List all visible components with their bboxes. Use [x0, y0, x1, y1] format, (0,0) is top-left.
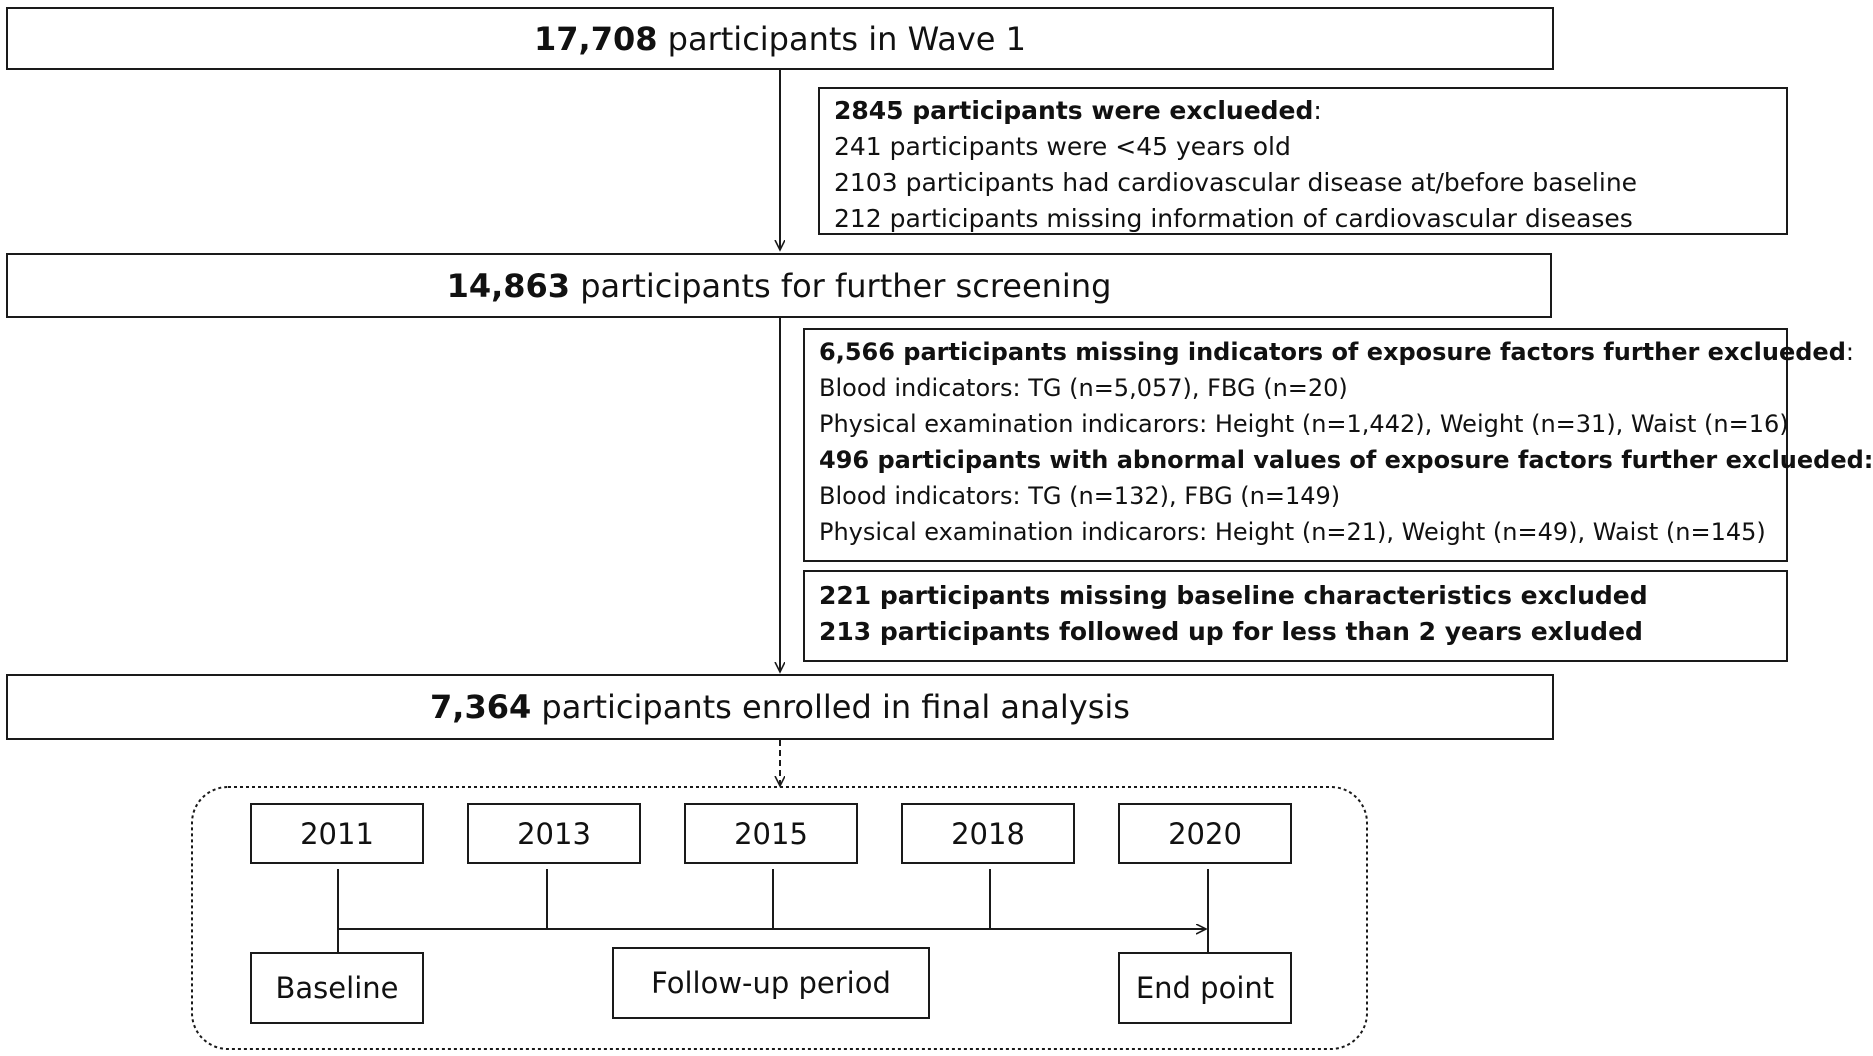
exclusion-3-line-text: 221 participants missing baseline characteristics excluded — [819, 581, 1648, 610]
year-box-2013: 2013 — [467, 803, 641, 864]
baseline-box: Baseline — [250, 952, 424, 1024]
exclusion-1-header-bold: 2845 participants were exclueded — [834, 96, 1314, 125]
exclusion-2-header-2-bold: 496 participants with abnormal values of exposure factors further exclueded: — [819, 446, 1873, 474]
exclusion-2-header-1-bold: 6,566 participants missing indicators of exposure factors further exclueded — [819, 338, 1846, 366]
exclusion-2-line: Physical examination indicarors: Height (n=1,442), Weight (n=31), Waist (n=16) — [819, 410, 1789, 438]
exclusion-3-line — [819, 578, 1772, 614]
final-count: 7,364 — [430, 688, 532, 726]
exclusion-1-header — [834, 93, 1772, 129]
exclusion-2-line: Blood indicators: TG (n=5,057), FBG (n=20) — [819, 374, 1348, 402]
screening-count: 14,863 — [446, 266, 571, 305]
year-box-2011: 2011 — [250, 803, 424, 864]
endpoint-box: End point — [1118, 952, 1292, 1024]
exclusion-box-1 — [818, 87, 1788, 235]
year-box-2020: 2020 — [1118, 803, 1292, 864]
screening-text: participants for further screening — [570, 266, 1112, 305]
exclusion-2-header-2 — [819, 442, 1873, 478]
screening-box — [6, 253, 1552, 318]
exclusion-3-line-text: 213 participants followed up for less than 2 years exluded — [819, 617, 1643, 646]
exclusion-2-header-1-tail: : — [1845, 338, 1854, 366]
exclusion-box-2 — [803, 328, 1873, 562]
exclusion-1-line: 241 participants were <45 years old — [834, 132, 1291, 161]
year-box-2018: 2018 — [901, 803, 1075, 864]
exclusion-1-header-tail: : — [1313, 96, 1322, 125]
wave1-text: participants in Wave 1 — [657, 19, 1026, 58]
exclusion-3-line — [819, 614, 1772, 650]
exclusion-1-line: 2103 participants had cardiovascular disease at/before baseline — [834, 168, 1638, 197]
exclusion-1-line: 212 participants missing information of cardiovascular diseases — [834, 204, 1633, 233]
exclusion-2-line: Physical examination indicarors: Height (n=21), Weight (n=49), Waist (n=145) — [819, 518, 1766, 546]
wave1-box — [6, 7, 1554, 70]
final-analysis-box — [6, 674, 1554, 740]
final-text: participants enrolled in final analysis — [531, 688, 1130, 726]
year-box-2015: 2015 — [684, 803, 858, 864]
exclusion-2-line: Blood indicators: TG (n=132), FBG (n=149) — [819, 482, 1341, 510]
exclusion-box-3 — [803, 570, 1788, 662]
exclusion-2-header-1 — [819, 334, 1854, 370]
followup-period-box: Follow-up period — [612, 947, 930, 1019]
wave1-count: 17,708 — [534, 19, 658, 58]
